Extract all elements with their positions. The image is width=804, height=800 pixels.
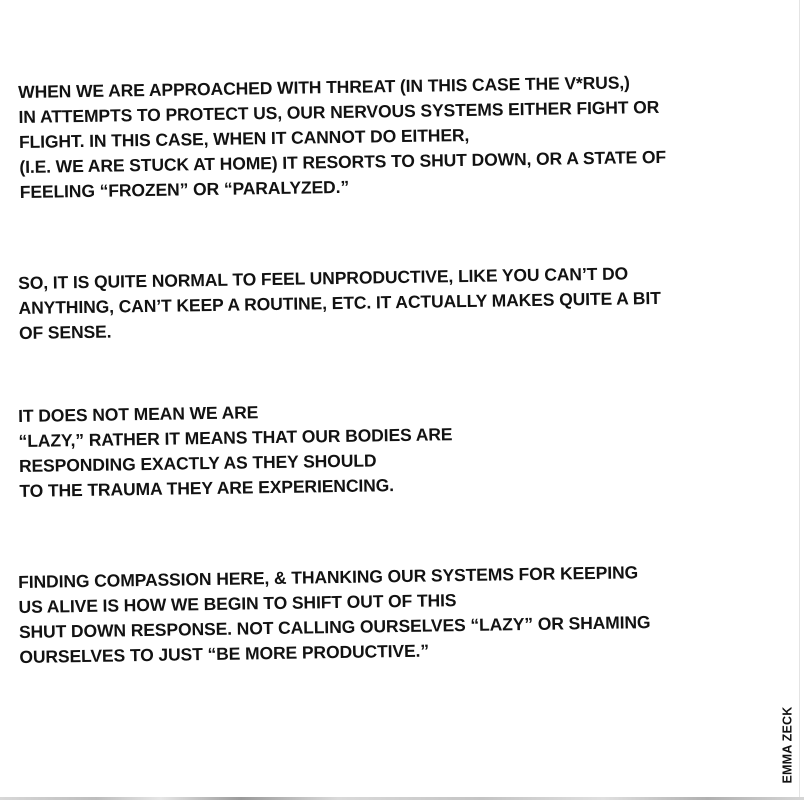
paragraph-unproductive — [18, 261, 661, 346]
text-line: (I.E. WE ARE STUCK AT HOME) IT RESORTS TO SHUT DOWN, OR A STATE OF — [19, 146, 667, 177]
text-line: OURSELVES TO JUST “BE MORE PRODUCTIVE.” — [19, 640, 430, 667]
text-line: TO THE TRAUMA THEY ARE EXPERIENCING. — [19, 475, 395, 501]
text-line: IN ATTEMPTS TO PROTECT US, OUR NERVOUS SYSTEMS EITHER FIGHT OR — [18, 96, 660, 127]
text-line: “LAZY,” RATHER IT MEANS THAT OUR BODIES ARE — [18, 424, 453, 451]
text-line: ANYTHING, CAN’T KEEP A ROUTINE, ETC. IT ACTUALLY MAKES QUITE A BIT — [18, 287, 661, 318]
text-line: WHEN WE ARE APPROACHED WITH THREAT (IN THIS CASE THE V*RUS,) — [18, 72, 630, 102]
text-line: FINDING COMPASSION HERE, & THANKING OUR SYSTEMS FOR KEEPING — [18, 562, 639, 592]
paragraph-not-lazy — [18, 397, 453, 504]
text-line: SHUT DOWN RESPONSE. NOT CALLING OURSELVES “LAZY” OR SHAMING — [18, 612, 651, 642]
right-edge-divider — [799, 0, 800, 800]
paragraph-threat-response — [18, 70, 667, 205]
text-line: SO, IT IS QUITE NORMAL TO FEEL UNPRODUCTIVE, LIKE YOU CAN’T DO — [18, 263, 629, 293]
text-line: FLIGHT. IN THIS CASE, WHEN IT CANNOT DO EITHER, — [18, 124, 470, 152]
text-line: US ALIVE IS HOW WE BEGIN TO SHIFT OUT OF THIS — [18, 590, 457, 617]
author-credit — [780, 700, 796, 790]
paragraph-compassion — [18, 560, 651, 670]
text-line: RESPONDING EXACTLY AS THEY SHOULD — [18, 450, 377, 476]
text-line: IT DOES NOT MEAN WE ARE — [18, 402, 259, 426]
text-line: FEELING “FROZEN” OR “PARALYZED.” — [19, 176, 350, 202]
author-name: EMMA ZECK — [781, 706, 795, 784]
text-line: OF SENSE. — [18, 321, 112, 343]
